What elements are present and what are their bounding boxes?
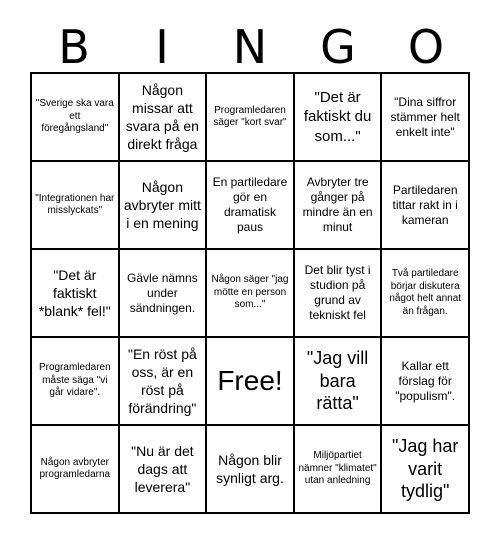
bingo-cell-free[interactable] [206, 337, 294, 425]
bingo-cell-r4c4[interactable] [294, 337, 382, 425]
cell-text: Partiledaren tittar rakt in i kameran [392, 182, 458, 227]
bingo-cell-r1c5[interactable] [381, 73, 469, 161]
cell-text: "Jag vill bara rätta" [306, 348, 369, 414]
cell-text: "Det är faktiskt *blank* fel!" [38, 266, 111, 320]
header-letter-n: N [232, 20, 268, 74]
bingo-board [30, 72, 470, 514]
cell-text: Programledaren måste säga "vi går vidare". [38, 362, 111, 399]
bingo-cell-r5c5[interactable] [381, 425, 469, 513]
cell-text: "Det är faktiskt du som..." [303, 89, 372, 145]
cell-text: Miljöpartiet nämner "klimatet" utan anledning [298, 450, 377, 487]
cell-text: "Dina siffror stämmer helt enkelt inte" [390, 94, 460, 139]
bingo-cell-r2c1[interactable] [31, 161, 119, 249]
cell-text: "En röst på oss, är en röst på förändring" [127, 345, 197, 417]
bingo-cell-r4c1[interactable] [31, 337, 119, 425]
bingo-cell-r5c3[interactable] [206, 425, 294, 513]
cell-text: Programledaren säger "kort svar" [213, 104, 287, 128]
bingo-cell-r2c5[interactable] [381, 161, 469, 249]
cell-text: "Integrationen har misslyckats" [35, 192, 115, 216]
bingo-cell-r1c4[interactable] [294, 73, 382, 161]
bingo-cell-r4c5[interactable] [381, 337, 469, 425]
header-letter-i: I [155, 20, 169, 74]
cell-text: Gävle nämns under sändningen. [127, 270, 198, 315]
bingo-cell-r3c2[interactable] [119, 249, 207, 337]
bingo-cell-r2c2[interactable] [119, 161, 207, 249]
bingo-cell-r2c4[interactable] [294, 161, 382, 249]
cell-text: "Jag har varit tydlig" [391, 436, 459, 502]
cell-text: En partiledare gör en dramatisk paus [212, 175, 288, 234]
cell-text: Det blir tyst i studion på grund av tekniskt fel [304, 263, 371, 322]
bingo-cell-r4c2[interactable] [119, 337, 207, 425]
header-letter-o: O [407, 20, 445, 74]
cell-text: "Sverige ska vara ett föregångsland" [35, 98, 114, 135]
cell-text: Någon blir synligt arg. [216, 451, 284, 486]
cell-text: Kallar ett förslag för "populism". [395, 358, 456, 403]
bingo-cell-r3c5[interactable] [381, 249, 469, 337]
bingo-header [30, 18, 470, 76]
cell-text: "Nu är det dags att leverera" [131, 442, 194, 496]
header-letter-b: B [58, 20, 90, 74]
cell-text: Någon avbryter programledarna [39, 456, 111, 480]
cell-text: Avbryter tre gånger på mindre än en minut [302, 175, 373, 234]
header-letter-g: G [320, 20, 356, 74]
bingo-cell-r5c4[interactable] [294, 425, 382, 513]
bingo-cell-r1c2[interactable] [119, 73, 207, 161]
cell-text: Någon säger "jag mötte en person som..." [211, 274, 289, 311]
cell-text: Någon missar att svara på en direkt fråga [125, 81, 199, 153]
bingo-cell-r2c3[interactable] [206, 161, 294, 249]
bingo-cell-r3c3[interactable] [206, 249, 294, 337]
bingo-cell-r3c4[interactable] [294, 249, 382, 337]
free-space-text: Free! [217, 365, 283, 397]
bingo-cell-r3c1[interactable] [31, 249, 119, 337]
cell-text: Någon avbryter mitt i en mening [123, 178, 201, 232]
bingo-cell-r1c3[interactable] [206, 73, 294, 161]
bingo-cell-r5c2[interactable] [119, 425, 207, 513]
cell-text: Två partiledare börjar diskutera något helt annat än frågan. [389, 268, 462, 317]
bingo-cell-r5c1[interactable] [31, 425, 119, 513]
bingo-cell-r1c1[interactable] [31, 73, 119, 161]
